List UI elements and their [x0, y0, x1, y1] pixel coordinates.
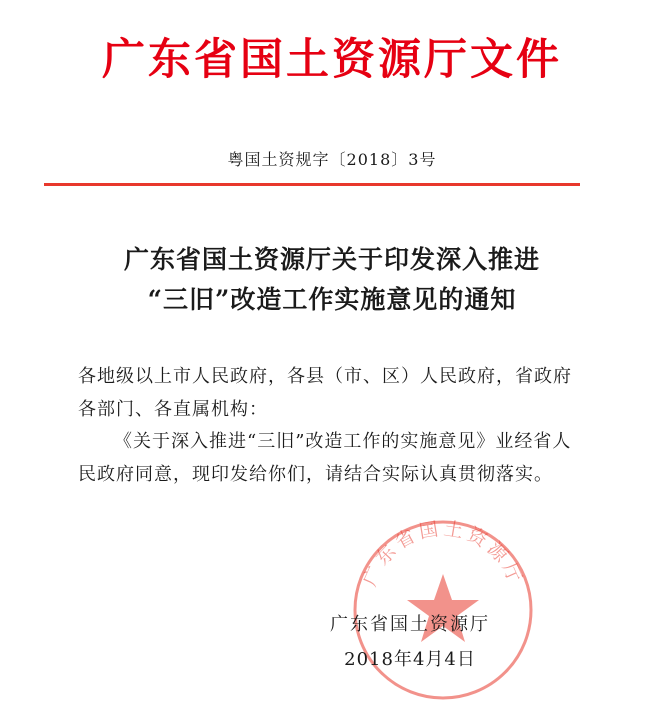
addressee-line-1: 各地级以上市人民政府，各县（市、区）人民政府，省政府 — [78, 366, 572, 387]
issuer-name: 广东省国土资源厅 — [330, 614, 490, 635]
red-divider-line — [44, 183, 580, 186]
addressee-block — [78, 360, 618, 426]
seal-text: 广东省国土资源厅 — [358, 517, 528, 590]
document-number: 粤国土资规字〔2018〕3号 — [227, 150, 437, 169]
document-header-title: 广东省国土资源厅文件 — [102, 35, 562, 85]
issue-date: 2018年4月4日 — [344, 649, 476, 670]
body-line-2: 民政府同意，现印发给你们，请结合实际认真贯彻落实。 — [78, 464, 553, 485]
addressee-line-2: 各部门、各直属机构： — [78, 399, 268, 420]
body-paragraph — [78, 425, 618, 491]
body-line-1: 《关于深入推进“三旧”改造工作的实施意见》业经省人 — [114, 431, 572, 452]
subject-line-2: “三旧”改造工作实施意见的通知 — [147, 285, 517, 314]
subject-line-1: 广东省国土资源厅关于印发深入推进 — [123, 245, 540, 274]
notice-subject — [0, 240, 664, 320]
